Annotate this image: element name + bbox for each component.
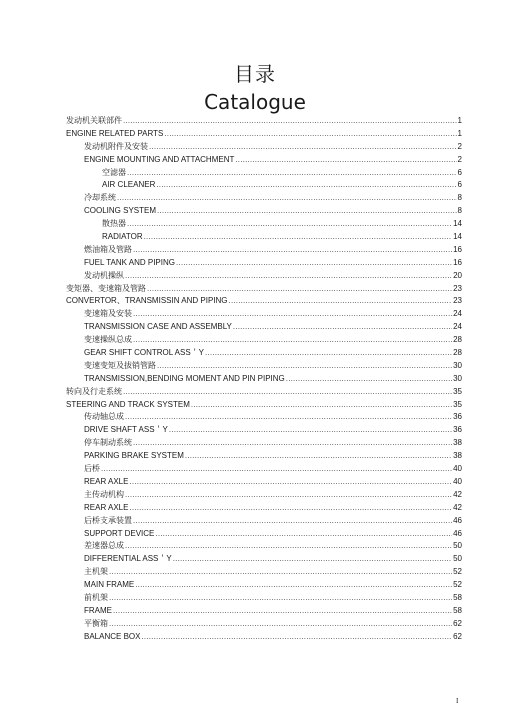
toc-entry-page-number: 16 <box>453 244 462 254</box>
toc-entry[interactable] <box>66 437 462 450</box>
toc-entry-label: REAR AXLE <box>84 476 129 486</box>
toc-entry-label: GEAR SHIFT CONTROL ASS＇Y <box>84 348 205 358</box>
toc-entry-label: 后桥支承装置 <box>84 515 132 525</box>
toc-entry-label: 差速器总成 <box>84 541 124 551</box>
toc-entry-label: 变速箱及安装 <box>84 309 132 319</box>
toc-dot-leader <box>286 373 452 386</box>
toc-entry-page-number: 38 <box>453 438 462 448</box>
toc-entry-page-number: 35 <box>453 399 462 409</box>
toc-entry-label: REAR AXLE <box>84 502 129 512</box>
toc-entry-page-number: 30 <box>453 360 462 370</box>
page-title-english: Catalogue <box>204 90 306 114</box>
toc-dot-leader <box>173 553 452 566</box>
toc-entry-label: SUPPORT DEVICE <box>84 528 155 538</box>
toc-entry-page-number: 46 <box>453 528 462 538</box>
toc-entry-page-number: 38 <box>453 451 462 461</box>
toc-entry-label: 转向及行走系统 <box>66 386 122 396</box>
toc-entry[interactable] <box>66 334 462 347</box>
toc-entry[interactable] <box>66 308 462 321</box>
toc-entry-label: DIFFERENTIAL ASS＇Y <box>84 554 172 564</box>
toc-entry[interactable] <box>66 179 462 192</box>
toc-entry-page-number: 58 <box>453 605 462 615</box>
toc-entry-page-number: 23 <box>453 283 462 293</box>
toc-entry-page-number: 20 <box>453 270 462 280</box>
toc-entry-label: 主机架 <box>84 567 108 577</box>
toc-entry[interactable] <box>66 128 462 141</box>
toc-entry-label: FUEL TANK AND PIPING <box>84 257 175 267</box>
toc-dot-leader <box>127 167 457 180</box>
toc-entry-label: AIR CLEANER <box>102 180 156 190</box>
toc-entry[interactable] <box>66 579 462 592</box>
toc-entry-page-number: 1 <box>457 128 462 138</box>
toc-dot-leader <box>133 334 452 347</box>
toc-entry-label: ENGINE MOUNTING AND ATTACHMENT <box>84 154 235 164</box>
toc-entry-page-number: 28 <box>453 348 462 358</box>
toc-entry-page-number: 24 <box>453 309 462 319</box>
toc-entry[interactable] <box>66 540 462 553</box>
toc-dot-leader <box>185 450 452 463</box>
toc-entry[interactable] <box>66 463 462 476</box>
toc-dot-leader <box>135 579 452 592</box>
toc-entry-label: MAIN FRAME <box>84 580 135 590</box>
toc-dot-leader <box>233 321 452 334</box>
toc-entry-label: 前机架 <box>84 592 108 602</box>
toc-entry-label: ENGINE RELATED PARTS <box>66 128 164 138</box>
toc-entry[interactable] <box>66 192 462 205</box>
toc-entry-page-number: 42 <box>453 502 462 512</box>
toc-entry-page-number: 52 <box>453 580 462 590</box>
toc-dot-leader <box>133 308 452 321</box>
toc-entry-page-number: 46 <box>453 515 462 525</box>
toc-entry[interactable] <box>66 347 462 360</box>
toc-entry-label: 散热器 <box>102 219 126 229</box>
toc-entry[interactable] <box>66 270 462 283</box>
table-of-contents <box>66 115 462 644</box>
toc-entry-label: FRAME <box>84 605 112 615</box>
toc-entry-page-number: 6 <box>457 180 462 190</box>
toc-entry-page-number: 6 <box>457 167 462 177</box>
toc-entry[interactable] <box>66 283 462 296</box>
toc-dot-leader <box>133 515 452 528</box>
toc-entry[interactable] <box>66 386 462 399</box>
toc-entry-page-number: 40 <box>453 476 462 486</box>
toc-entry[interactable] <box>66 167 462 180</box>
toc-entry-page-number: 62 <box>453 631 462 641</box>
toc-dot-leader <box>125 270 452 283</box>
toc-entry[interactable] <box>66 141 462 154</box>
toc-entry-label: STEERING AND TRACK SYSTEM <box>66 399 190 409</box>
toc-dot-leader <box>169 424 452 437</box>
toc-entry-label: 冷却系统 <box>84 193 116 203</box>
toc-entry-label: 发动机附件及安装 <box>84 141 148 151</box>
toc-entry[interactable] <box>66 450 462 463</box>
toc-entry-label: PARKING BRAKE SYSTEM <box>84 451 184 461</box>
toc-entry-page-number: 1 <box>457 116 462 125</box>
toc-dot-leader <box>157 205 457 218</box>
toc-entry-page-number: 50 <box>453 541 462 551</box>
toc-entry[interactable] <box>66 257 462 270</box>
toc-entry-page-number: 2 <box>457 141 462 151</box>
toc-entry-label: COOLING SYSTEM <box>84 206 157 216</box>
toc-dot-leader <box>127 218 452 231</box>
toc-entry-page-number: 42 <box>453 489 462 499</box>
toc-entry[interactable] <box>66 411 462 424</box>
toc-entry[interactable] <box>66 515 462 528</box>
toc-dot-leader <box>191 399 452 412</box>
toc-entry[interactable] <box>66 218 462 231</box>
toc-entry[interactable] <box>66 231 462 244</box>
toc-entry[interactable] <box>66 373 462 386</box>
toc-dot-leader <box>149 141 457 154</box>
toc-dot-leader <box>147 283 452 296</box>
toc-entry-label: 变速操纵总成 <box>84 335 132 345</box>
toc-entry-page-number: 8 <box>457 193 462 203</box>
toc-dot-leader <box>109 566 452 579</box>
toc-entry-page-number: 28 <box>453 335 462 345</box>
toc-entry[interactable] <box>66 592 462 605</box>
toc-entry[interactable] <box>66 566 462 579</box>
toc-entry-label: 燃油箱及管路 <box>84 244 132 254</box>
toc-entry[interactable] <box>66 360 462 373</box>
toc-entry[interactable] <box>66 295 462 308</box>
page-title-chinese: 目录 <box>234 62 276 86</box>
toc-dot-leader <box>133 437 452 450</box>
toc-entry-page-number: 23 <box>453 296 462 306</box>
toc-entry[interactable] <box>66 424 462 437</box>
toc-entry-page-number: 62 <box>453 618 462 628</box>
toc-dot-leader <box>155 528 452 541</box>
toc-dot-leader <box>129 476 452 489</box>
toc-entry-label: CONVERTOR、TRANSMISSIN AND PIPING <box>66 296 228 306</box>
page-number-footer: I <box>456 697 459 705</box>
toc-entry-page-number: 24 <box>453 322 462 332</box>
toc-entry[interactable] <box>66 205 462 218</box>
toc-entry-page-number: 8 <box>457 206 462 216</box>
toc-entry-page-number: 30 <box>453 373 462 383</box>
toc-entry[interactable] <box>66 605 462 618</box>
toc-dot-leader <box>123 115 457 128</box>
toc-entry[interactable] <box>66 553 462 566</box>
toc-dot-leader <box>117 192 457 205</box>
toc-entry[interactable] <box>66 631 462 644</box>
toc-entry-label: TRANSMISSION CASE AND ASSEMBLY <box>84 322 232 332</box>
toc-entry[interactable] <box>66 154 462 167</box>
toc-dot-leader <box>156 179 456 192</box>
toc-entry[interactable] <box>66 618 462 631</box>
toc-entry-label: 平衡箱 <box>84 618 108 628</box>
toc-entry-page-number: 58 <box>453 592 462 602</box>
toc-dot-leader <box>125 411 452 424</box>
toc-dot-leader <box>133 244 452 257</box>
toc-entry-label: TRANSMISSION,BENDING MOMENT AND PIN PIPING <box>84 373 285 383</box>
toc-entry[interactable] <box>66 528 462 541</box>
toc-entry-label: 传动轴总成 <box>84 412 124 422</box>
toc-dot-leader <box>176 257 452 270</box>
toc-entry-label: 后桥 <box>84 464 100 474</box>
toc-entry-label: 发动机操纵 <box>84 270 124 280</box>
toc-entry-page-number: 36 <box>453 412 462 422</box>
toc-entry[interactable] <box>66 476 462 489</box>
toc-entry[interactable] <box>66 244 462 257</box>
toc-entry-label: DRIVE SHAFT ASS＇Y <box>84 425 168 435</box>
toc-dot-leader <box>109 592 452 605</box>
toc-dot-leader <box>141 631 452 644</box>
toc-entry[interactable] <box>66 399 462 412</box>
toc-entry-page-number: 16 <box>453 257 462 267</box>
toc-entry-label: 变矩器、变速箱及管路 <box>66 283 146 293</box>
toc-entry-page-number: 40 <box>453 464 462 474</box>
toc-entry[interactable] <box>66 115 462 128</box>
toc-entry[interactable] <box>66 502 462 515</box>
toc-entry-page-number: 52 <box>453 567 462 577</box>
toc-dot-leader <box>123 386 452 399</box>
toc-entry-page-number: 14 <box>453 232 462 242</box>
toc-entry[interactable] <box>66 321 462 334</box>
toc-entry-label: 变速变矩及拔销管路 <box>84 360 156 370</box>
toc-entry-label: 空滤器 <box>102 167 126 177</box>
toc-dot-leader <box>164 128 456 141</box>
toc-entry-page-number: 36 <box>453 425 462 435</box>
toc-entry-label: BALANCE BOX <box>84 631 141 641</box>
toc-entry-label: 停车制动系统 <box>84 438 132 448</box>
toc-entry-page-number: 35 <box>453 386 462 396</box>
toc-entry-label: RADIATOR <box>102 232 143 242</box>
toc-dot-leader <box>229 295 453 308</box>
toc-entry-label: 主传动机构 <box>84 489 124 499</box>
toc-entry-page-number: 14 <box>453 219 462 229</box>
toc-dot-leader <box>101 463 452 476</box>
toc-entry-page-number: 2 <box>457 154 462 164</box>
toc-dot-leader <box>235 154 456 167</box>
toc-entry-page-number: 50 <box>453 554 462 564</box>
toc-dot-leader <box>109 618 452 631</box>
toc-entry-label: 发动机关联部件 <box>66 116 122 125</box>
toc-dot-leader <box>157 360 452 373</box>
toc-dot-leader <box>125 489 452 502</box>
toc-dot-leader <box>113 605 452 618</box>
toc-dot-leader <box>205 347 452 360</box>
toc-dot-leader <box>129 502 452 515</box>
toc-dot-leader <box>125 540 452 553</box>
toc-dot-leader <box>144 231 452 244</box>
toc-entry[interactable] <box>66 489 462 502</box>
